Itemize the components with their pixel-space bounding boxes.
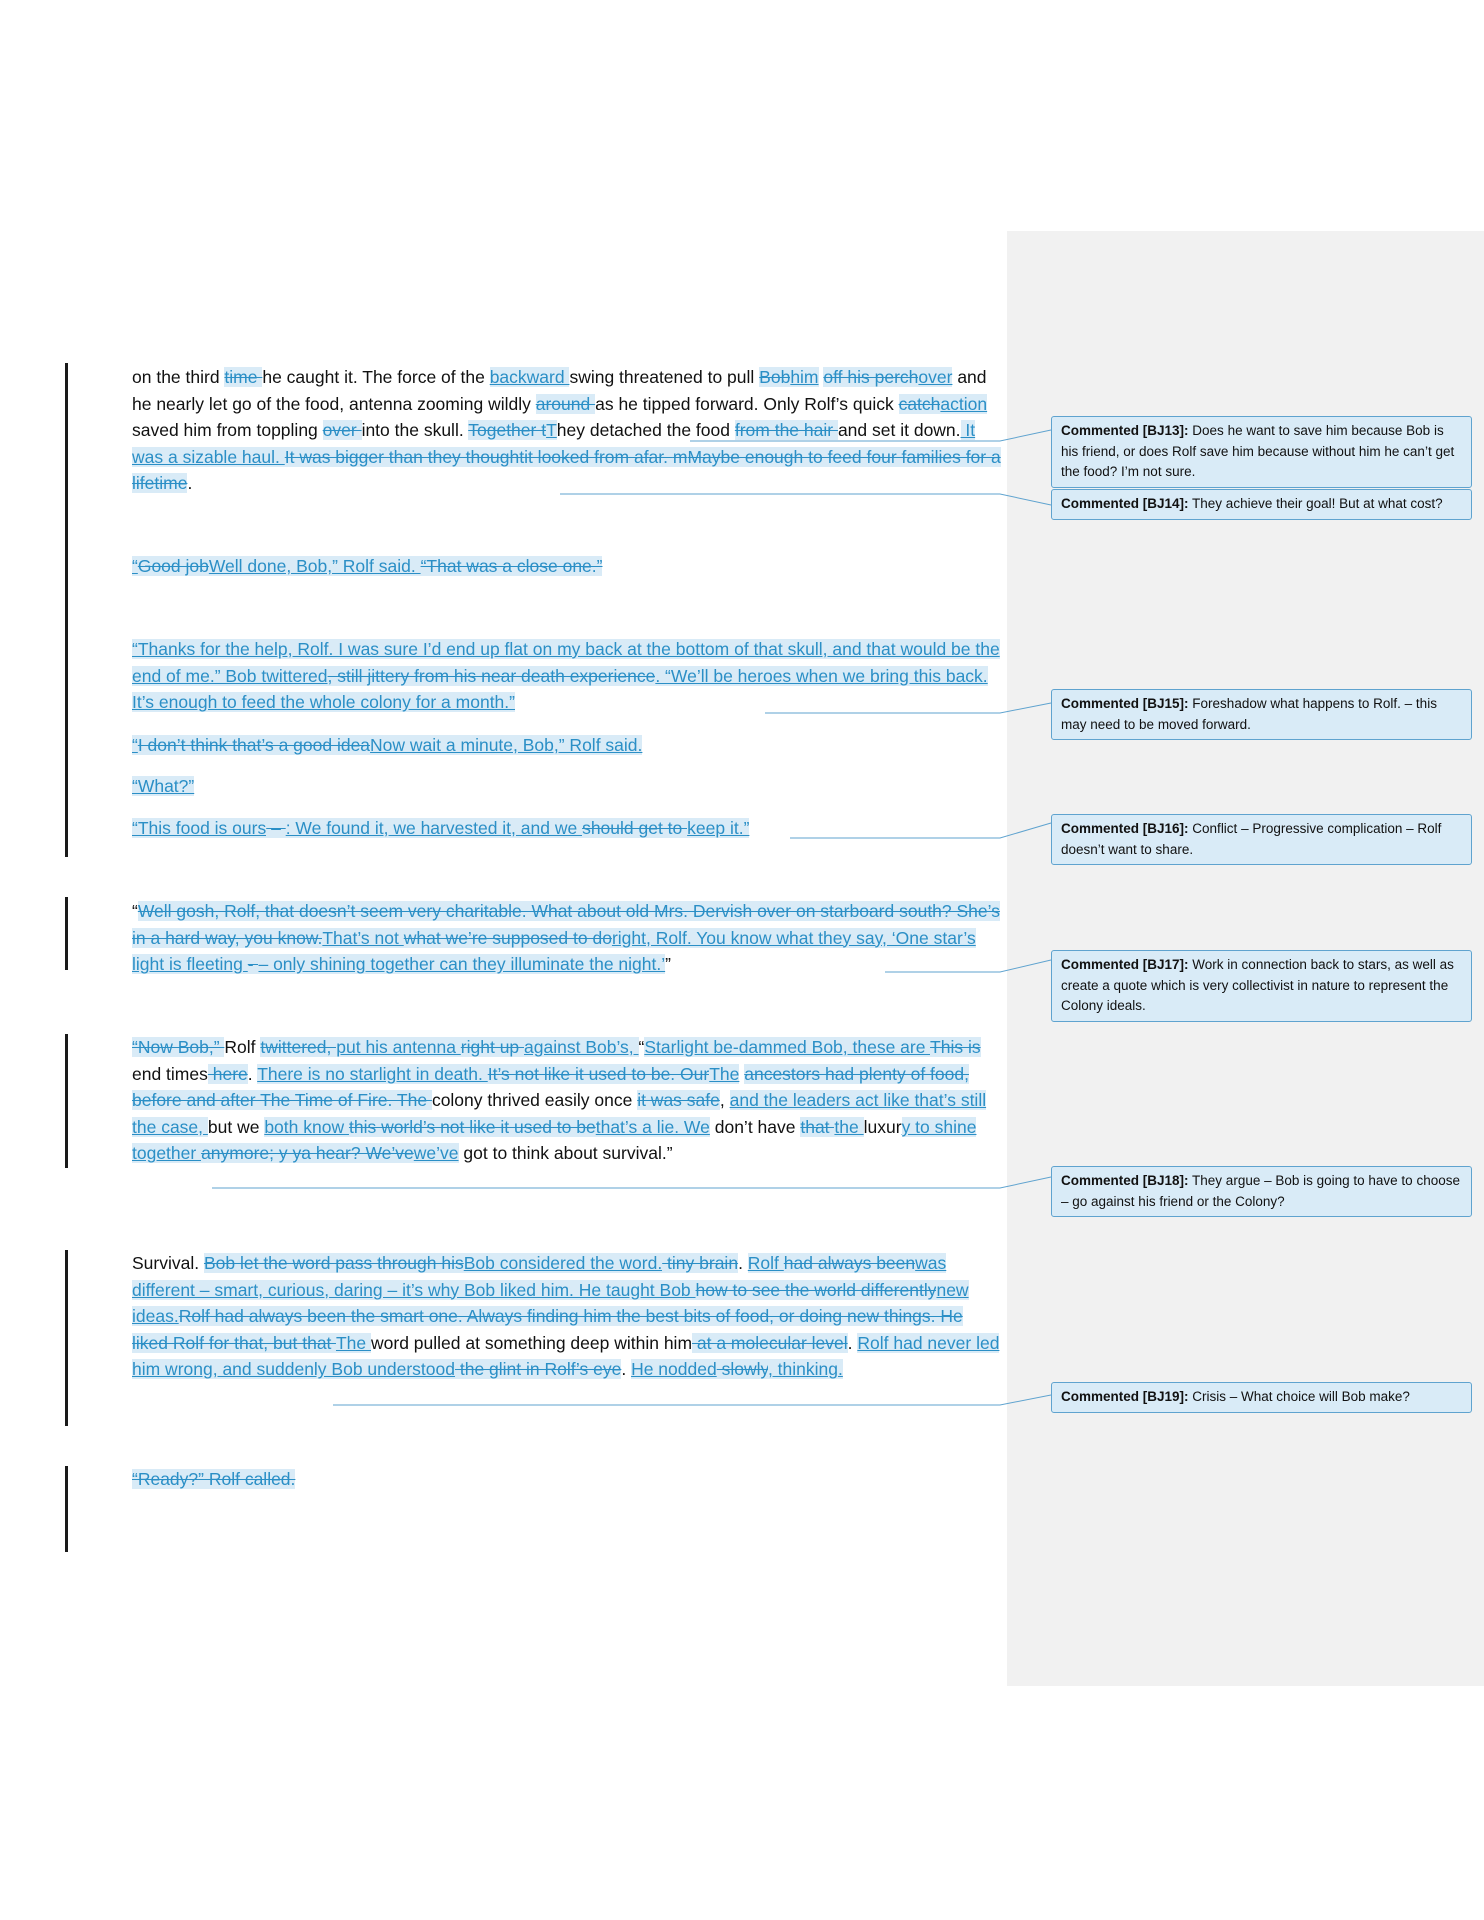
change-bar	[65, 1250, 68, 1426]
inserted-text: He nodded	[631, 1359, 717, 1380]
paragraph-6	[132, 815, 1002, 842]
inserted-text: The	[709, 1063, 740, 1084]
body-text: luxur	[863, 1116, 902, 1137]
body-text: don’t have	[709, 1116, 801, 1137]
inserted-text: Well done, Bob,” Rolf said.	[208, 556, 421, 576]
body-text: saved him from toppling	[132, 420, 323, 441]
deleted-text: Good job	[137, 556, 209, 576]
inserted-text: both know	[264, 1116, 349, 1137]
deleted-text: Bob let the word pass through his	[203, 1253, 464, 1273]
comment-text: Crisis – What choice will Bob make?	[1192, 1389, 1410, 1404]
inserted-text: and the leaders act like that’s still the case,	[132, 1090, 987, 1137]
inserted-text: “	[132, 735, 138, 755]
change-bar	[65, 897, 68, 970]
deleted-text: how to see the world differently	[695, 1279, 937, 1300]
deleted-text: right up	[460, 1037, 525, 1057]
comment-label: Commented [BJ16]:	[1061, 821, 1189, 836]
inserted-text: Bob considered the word.	[463, 1253, 663, 1273]
deleted-text: I don’t think that’s a good idea	[137, 735, 371, 755]
body-text: he caught it. The force of the	[262, 367, 490, 387]
deleted-text: at a molecular level	[692, 1332, 848, 1353]
inserted-text: Starlight be-dammed Bob, these are	[644, 1037, 931, 1057]
body-text: on the third	[132, 367, 225, 387]
comment-text: They achieve their goal! But at what cost?	[1192, 496, 1443, 511]
inserted-text: The	[335, 1332, 371, 1353]
body-text: as he tipped forward. Only Rolf’s quick	[595, 393, 899, 414]
inserted-text: was different – smart, curious, daring – it’s why Bob liked him. He taught Bob	[132, 1253, 947, 1300]
deleted-text: this world’s not like it used to be	[348, 1116, 596, 1137]
change-bar	[65, 1466, 68, 1552]
deleted-text: anymore; y ya hear? We’ve	[201, 1143, 414, 1164]
deleted-text: , still jittery from his near death experience	[327, 665, 656, 686]
body-text: into the skull.	[361, 420, 469, 441]
body-text: end times	[132, 1063, 208, 1084]
deleted-text: it looked from afar.	[524, 446, 673, 467]
body-text: Survival.	[132, 1253, 204, 1273]
inserted-text: against Bob’s,	[524, 1037, 639, 1057]
comment-text: Work in connection back to stars, as well as create a quote which is very collectivist in nature to represent the Colony ideals.	[1061, 957, 1454, 1013]
body-text: got to think about survival.”	[458, 1143, 673, 1164]
comment-label: Commented [BJ19]:	[1061, 1389, 1189, 1404]
body-text: and he nearly let go of the food, antenna zooming wildly	[132, 367, 987, 414]
deleted-text: twittered,	[260, 1037, 337, 1057]
deleted-text: “Now Bob,”	[132, 1037, 225, 1057]
body-text: word pulled at something deep within him	[371, 1332, 693, 1353]
inserted-text: Rolf	[747, 1253, 784, 1273]
paragraph-4	[132, 732, 1002, 759]
body-text: Rolf	[224, 1037, 261, 1057]
inserted-text: , thinking.	[767, 1359, 843, 1380]
inserted-text: that’s a lie. We	[595, 1116, 710, 1137]
paragraph-3	[132, 636, 1002, 716]
comment-text: Conflict – Progressive complication – Rolf doesn’t want to share.	[1061, 821, 1442, 857]
comment-text: They argue – Bob is going to have to choose – go against his friend or the Colony?	[1061, 1173, 1460, 1209]
comment-label: Commented [BJ13]:	[1061, 423, 1189, 438]
inserted-text: action	[940, 393, 988, 414]
paragraph-8	[132, 1034, 1002, 1167]
comment-bj13[interactable]	[1051, 416, 1472, 488]
deleted-text: had always been	[783, 1253, 916, 1273]
deleted-text: over	[322, 420, 362, 441]
deleted-text: It was bigger than they thought	[284, 446, 525, 467]
inserted-text: new ideas.	[132, 1279, 969, 1327]
deleted-text: “That was a close one.”	[420, 556, 603, 576]
inserted-text: keep it.”	[687, 818, 750, 838]
inserted-text: “This food is ours	[132, 818, 267, 838]
comment-label: Commented [BJ15]:	[1061, 696, 1189, 711]
comment-bj15[interactable]	[1051, 689, 1472, 740]
paragraph-10	[132, 1466, 1002, 1493]
deleted-text: that	[800, 1116, 835, 1137]
deleted-text: This is	[930, 1037, 981, 1057]
deleted-text: –	[266, 818, 286, 838]
deleted-text: m	[672, 446, 688, 467]
inserted-text: over	[918, 367, 953, 387]
paragraph-1	[132, 364, 1002, 497]
inserted-text: There is no starlight in death.	[257, 1063, 488, 1084]
deleted-text: Maybe enough to feed four families for a lifetime	[132, 446, 1001, 494]
comment-bj18[interactable]	[1051, 1166, 1472, 1217]
body-text: .	[621, 1359, 632, 1380]
body-text: “	[638, 1037, 645, 1057]
inserted-text: T	[546, 420, 557, 441]
comment-bj16[interactable]	[1051, 814, 1472, 865]
inserted-text: backward	[489, 367, 570, 387]
comment-text: Foreshadow what happens to Rolf. – this may need to be moved forward.	[1061, 696, 1437, 732]
body-text: and set it down.	[837, 420, 961, 441]
inserted-text: right, Rolf. You know what they say, ‘One star’s light is fleeting	[132, 927, 976, 975]
body-text: colony thrived easily once	[431, 1090, 638, 1111]
body-text: .	[738, 1253, 748, 1273]
change-bar	[65, 363, 68, 857]
body-text: “	[132, 901, 138, 921]
change-bar	[65, 1034, 68, 1168]
inserted-text: “Thanks for the help, Rolf. I was sure I’d end up flat on my back at the bottom of that skull, and that would be the end of me.” Bob twittered	[132, 639, 1000, 686]
deleted-text: -	[247, 954, 259, 975]
deleted-text: around	[535, 393, 596, 414]
inserted-text: Now wait a minute, Bob,” Rolf said.	[370, 735, 643, 755]
inserted-text: It was a sizable haul.	[132, 420, 976, 467]
comment-label: Commented [BJ17]:	[1061, 957, 1189, 972]
deleted-text: should get to	[582, 818, 688, 838]
paragraph-5	[132, 773, 1002, 800]
inserted-text: : We found it, we harvested it, and we	[285, 818, 583, 838]
paragraph-2	[132, 553, 1002, 580]
comment-bj19[interactable]	[1051, 1382, 1472, 1413]
inserted-text: “	[132, 556, 138, 576]
inserted-text: – only shining together can they illuminate the night.’	[258, 954, 666, 975]
inserted-text: put his antenna	[336, 1037, 461, 1057]
deleted-text: Together t	[468, 420, 547, 441]
deleted-text: tiny brain	[662, 1253, 739, 1273]
inserted-text: That’s not	[322, 927, 404, 948]
deleted-text: here	[207, 1063, 248, 1084]
deleted-text: it was safe	[637, 1090, 720, 1111]
inserted-text: Rolf had never led him wrong, and suddenly Bob understood	[132, 1332, 1000, 1380]
deleted-text: Well gosh, Rolf, that doesn’t seem very charitable. What about old Mrs. Dervish over on starboard south? She’s in a hard way, you know.	[132, 901, 1000, 948]
comment-label: Commented [BJ14]:	[1061, 496, 1189, 511]
inserted-text: the	[834, 1116, 864, 1137]
comment-bj14[interactable]	[1051, 489, 1472, 520]
inserted-text: we’ve	[413, 1143, 459, 1164]
body-text: .	[187, 473, 193, 494]
deleted-text: the glint in Rolf’s eye	[455, 1359, 622, 1380]
deleted-text: from the hair	[734, 420, 838, 441]
body-text: swing threatened to pull	[569, 367, 760, 387]
deleted-text: what we’re supposed to do	[403, 927, 612, 948]
body-text: ”	[665, 954, 671, 975]
paragraph-7	[132, 898, 1002, 978]
deleted-text: slowly	[716, 1359, 768, 1380]
inserted-text: “What?”	[132, 776, 195, 796]
inserted-text: . “We’ll be heroes when we bring this back. It’s enough to feed the whole colony for a month.”	[132, 665, 988, 713]
comment-text: Does he want to save him because Bob is his friend, or does Rolf save him because without him he can’t get the food? I’m not sure.	[1061, 423, 1455, 479]
paragraph-9	[132, 1250, 1002, 1383]
body-text: ,	[719, 1090, 730, 1111]
deleted-text: catch	[898, 393, 941, 414]
inserted-text: y to shine together	[132, 1116, 977, 1164]
deleted-text: ancestors had plenty of food, before and after The Time of Fire. The	[132, 1063, 969, 1111]
body-text: .	[847, 1332, 858, 1353]
deleted-text: “Ready?” Rolf called.	[132, 1469, 296, 1489]
body-text: but we	[207, 1116, 265, 1137]
comment-bj17[interactable]	[1051, 950, 1472, 1022]
deleted-text: Rolf had always been the smart one. Always finding him the best bits of food, or doing new things. He liked Rolf for that, but that	[132, 1306, 963, 1353]
comment-label: Commented [BJ18]:	[1061, 1173, 1189, 1188]
deleted-text: time	[224, 367, 263, 387]
deleted-text: It’s not like it used to be. Our	[487, 1063, 710, 1084]
deleted-text: Bob	[759, 367, 791, 387]
inserted-text: him	[790, 367, 819, 387]
body-text: hey detached the food	[556, 420, 735, 441]
deleted-text: off his perch	[823, 367, 919, 387]
body-text: .	[247, 1063, 258, 1084]
